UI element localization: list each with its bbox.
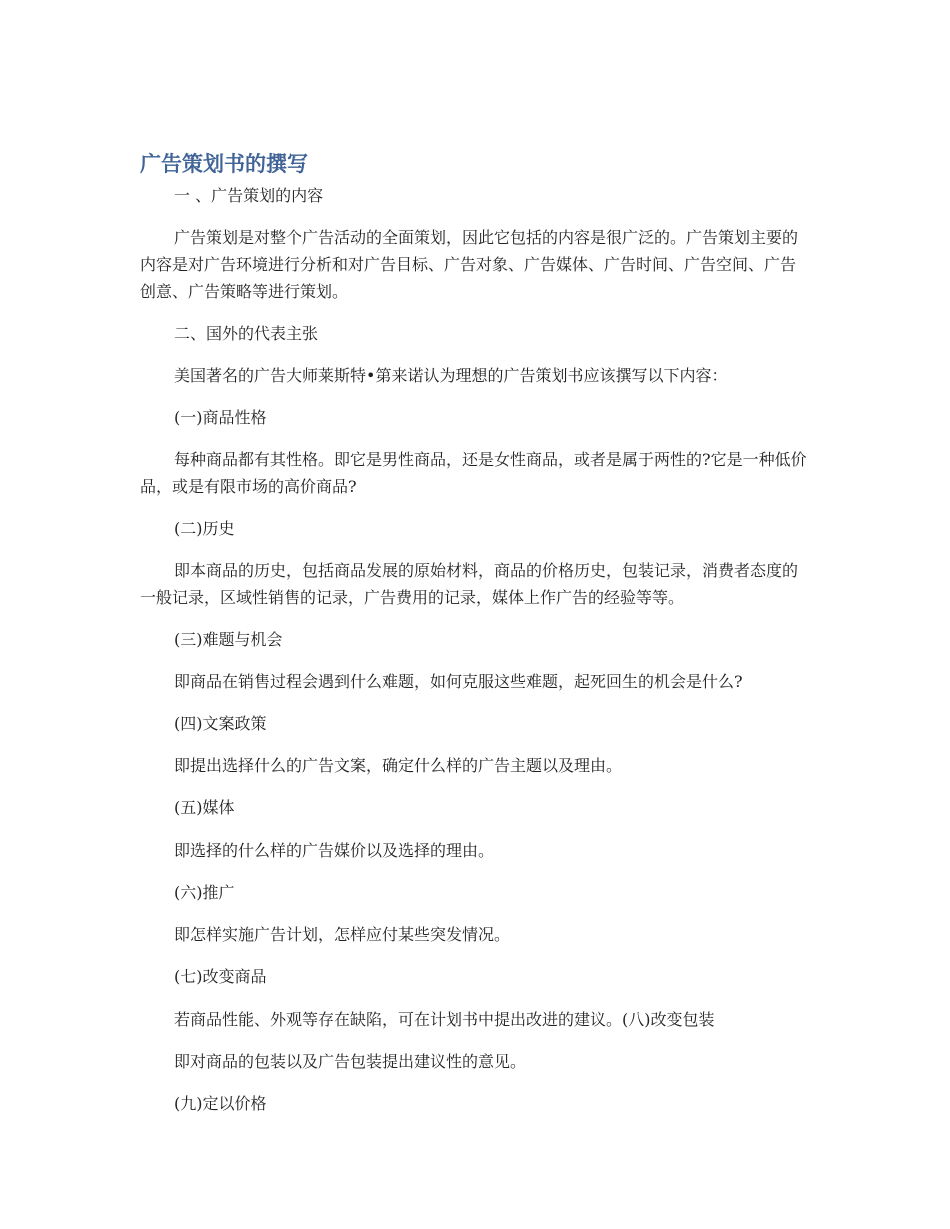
body-paragraph: 即怎样实施广告计划，怎样应付某些突发情况。 (174, 925, 511, 944)
paragraph-block-3 (140, 446, 808, 500)
body-paragraph: 即选择的什么样的广告媒价以及选择的理由。 (174, 841, 495, 860)
body-paragraph: 美国著名的广告大师莱斯特•第来诺认为理想的广告策划书应该撰写以下内容： (174, 366, 728, 385)
paragraph-heading-2 (140, 320, 808, 347)
subheading-4 (140, 710, 808, 737)
body-paragraph: 若商品性能、外观等存在缺陷，可在计划书中提出改进的建议。(八)改变包装 (174, 1010, 715, 1029)
subheading-3 (140, 626, 808, 653)
subheading-1 (140, 404, 808, 431)
subheading-9 (140, 1090, 808, 1117)
body-paragraph: 即本商品的历史，包括商品发展的原始材料，商品的价格历史，包装记录，消费者态度的一般记录，区域性销售的记录，广告费用的记录，媒体上作广告的经验等等。 (140, 561, 799, 607)
item-heading: (一)商品性格 (174, 408, 267, 427)
subheading-2 (140, 515, 808, 542)
section-heading: 一 、广告策划的内容 (174, 186, 324, 205)
body-paragraph: 每种商品都有其性格。即它是男性商品，还是女性商品，或者是属于两性的?它是一种低价品，或是有限市场的高价商品? (140, 450, 807, 496)
paragraph-block-2 (140, 362, 808, 389)
document-title: 广告策划书的撰写 (140, 152, 308, 176)
paragraph-block-6 (140, 752, 808, 779)
item-heading: (五)媒体 (174, 798, 235, 817)
body-paragraph: 即商品在销售过程会遇到什么难题，如何克服这些难题，起死回生的机会是什么? (174, 672, 743, 691)
paragraph-block-10 (140, 1048, 808, 1075)
item-heading: (三)难题与机会 (174, 630, 283, 649)
paragraph-block-8 (140, 921, 808, 948)
paragraph-block-9 (140, 1006, 808, 1033)
item-heading: (九)定以价格 (174, 1094, 267, 1113)
section-heading: 二、国外的代表主张 (174, 324, 319, 343)
body-paragraph: 即对商品的包装以及广告包装提出建议性的意见。 (174, 1052, 527, 1071)
paragraph-block-7 (140, 837, 808, 864)
subheading-5 (140, 794, 808, 821)
subheading-6 (140, 879, 808, 906)
item-heading: (六)推广 (174, 883, 235, 902)
body-paragraph: 广告策划是对整个广告活动的全面策划，因此它包括的内容是很广泛的。广告策划主要的内容是对广告环境进行分析和对广告目标、广告对象、广告媒体、广告时间、广告空间、广告创意、广告策略等进行策划。 (140, 228, 799, 301)
item-heading: (四)文案政策 (174, 714, 267, 733)
paragraph-heading-1 (140, 182, 808, 209)
body-paragraph: 即提出选择什么的广告文案，确定什么样的广告主题以及理由。 (174, 756, 623, 775)
subheading-7 (140, 963, 808, 990)
paragraph-block-4 (140, 557, 808, 611)
item-heading: (二)历史 (174, 519, 235, 538)
paragraph-block-5 (140, 668, 808, 695)
item-heading: (七)改变商品 (174, 967, 267, 986)
paragraph-block-1 (140, 224, 808, 305)
